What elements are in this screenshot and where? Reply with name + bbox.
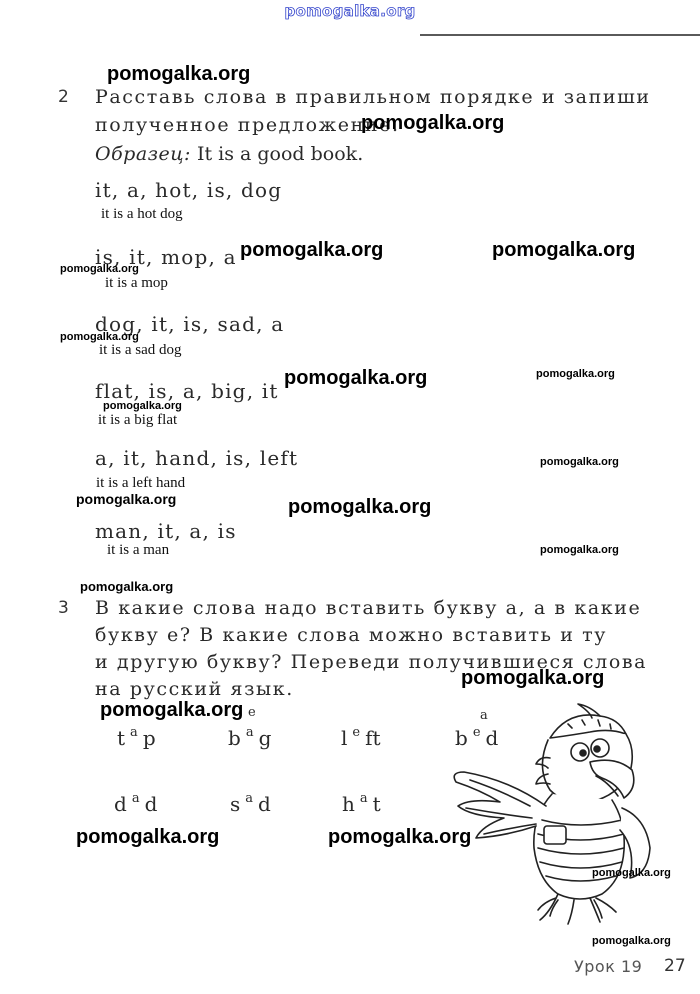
word-pre: t — [117, 726, 126, 750]
exercise-2-number: 2 — [58, 87, 69, 107]
watermark: pomogalka.org — [284, 367, 428, 389]
sample-text: It is a good book. — [190, 143, 364, 165]
exercise-2-answer-5: it is a left hand — [96, 475, 186, 491]
stray-letter: e — [248, 705, 256, 720]
word-bag — [228, 726, 271, 750]
watermark: pomogalka.org — [103, 400, 182, 412]
page-number: 27 — [664, 956, 686, 976]
word-post: d — [144, 792, 158, 816]
exercise-2-prompt-1: it, a, hot, is, dog — [95, 178, 283, 202]
watermark: pomogalka.org — [107, 63, 251, 85]
parrot-illustration — [440, 698, 680, 928]
exercise-2-answer-4: it is a big flat — [98, 412, 178, 428]
word-post: d — [485, 726, 499, 750]
watermark: pomogalka.org — [461, 667, 605, 689]
exercise-3-line2: букву е? В какие слова можно вставить и ту — [95, 624, 607, 646]
word-pre: b — [455, 726, 468, 750]
watermark: pomogalka.org — [540, 456, 619, 468]
inserted-letter: a — [359, 791, 368, 806]
exercise-2-prompt-2: is, it, mop, a — [95, 245, 237, 269]
word-post: ft — [365, 726, 381, 750]
exercise-2-instruction-line2: полученное предложение. — [95, 114, 400, 136]
word-pre: h — [342, 792, 355, 816]
exercise-2-prompt-5: a, it, hand, is, left — [95, 446, 299, 470]
watermark: pomogalka.org — [100, 699, 244, 721]
exercise-2-sample — [95, 143, 363, 165]
top-watermark: pomogalka.org — [284, 2, 416, 20]
exercise-2-prompt-4: flat, is, a, big, it — [95, 379, 279, 403]
watermark: pomogalka.org — [288, 496, 432, 518]
watermark: pomogalka.org — [80, 579, 174, 594]
inserted-letter: a — [131, 791, 140, 806]
exercise-3-line3: и другую букву? Переведи получившиеся слова — [95, 651, 648, 673]
word-pre: s — [230, 792, 241, 816]
word-post: t — [372, 792, 381, 816]
exercise-2-answer-2: it is a mop — [105, 275, 168, 291]
word-pre: d — [114, 792, 127, 816]
watermark: pomogalka.org — [60, 331, 139, 343]
word-hat — [342, 792, 381, 816]
lesson-label: Урок 19 — [574, 957, 643, 976]
exercise-2-prompt-3: dog, it, is, sad, a — [95, 312, 285, 336]
above-letter: a — [480, 708, 488, 723]
exercise-2-prompt-6: man, it, a, is — [95, 519, 237, 543]
word-post: g — [258, 726, 272, 750]
watermark: pomogalka.org — [492, 239, 636, 261]
watermark: pomogalka.org — [540, 544, 619, 556]
inserted-letter: a — [245, 791, 254, 806]
inserted-letter: e — [352, 725, 361, 740]
word-pre: l — [341, 726, 348, 750]
word-dad — [114, 792, 157, 816]
word-left — [341, 726, 381, 750]
exercise-2-instruction-line1: Расставь слова в правильном порядке и запиши — [95, 86, 651, 108]
word-pre: b — [228, 726, 241, 750]
exercise-2-answer-3: it is a sad dog — [99, 342, 182, 358]
header-rule — [420, 34, 700, 36]
word-tap — [117, 726, 156, 750]
watermark: pomogalka.org — [592, 935, 671, 947]
exercise-2-answer-6: it is a man — [107, 542, 170, 558]
word-post: p — [142, 726, 156, 750]
watermark: pomogalka.org — [60, 263, 139, 275]
watermark: pomogalka.org — [592, 867, 671, 879]
inserted-letter: a — [130, 725, 138, 740]
watermark: pomogalka.org — [76, 826, 220, 848]
exercise-3-number: 3 — [58, 598, 69, 618]
inserted-letter: e — [472, 725, 481, 740]
word-sad — [230, 792, 271, 816]
watermark: pomogalka.org — [361, 112, 505, 134]
inserted-letter: a — [245, 725, 254, 740]
exercise-3-line4: на русский язык. — [95, 678, 294, 700]
watermark: pomogalka.org — [240, 239, 384, 261]
watermark: pomogalka.org — [536, 368, 615, 380]
sample-label: Образец: — [95, 143, 191, 165]
watermark: pomogalka.org — [328, 826, 472, 848]
word-post: d — [258, 792, 271, 816]
exercise-2-answer-1: it is a hot dog — [101, 206, 183, 222]
watermark: pomogalka.org — [76, 491, 177, 507]
exercise-3-line1: В какие слова надо вставить букву а, а в какие — [95, 597, 642, 619]
